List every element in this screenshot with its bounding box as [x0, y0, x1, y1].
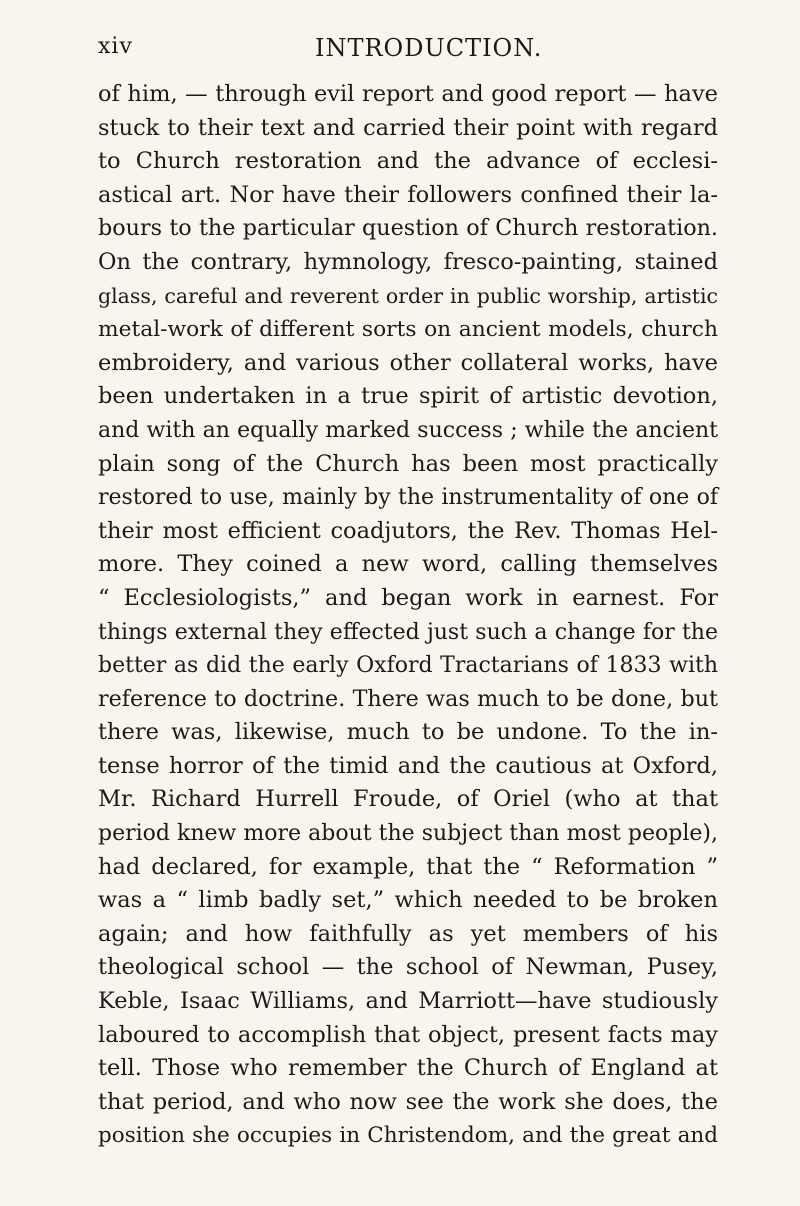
text-line: more. They coined a new word, calling themselves [98, 551, 718, 578]
text-line: Keble, Isaac Williams, and Marriott—have studiously [98, 988, 718, 1015]
text-line: was a “ limb badly set,” which needed to be broken [98, 887, 718, 914]
text-line: embroidery, and various other collateral works, have [98, 349, 718, 376]
text-line: to Church restoration and the advance of ecclesi- [98, 148, 718, 175]
text-line: reference to doctrine. There was much to be done, but [98, 685, 718, 712]
text-line: restored to use, mainly by the instrumentality of one of [98, 485, 718, 511]
text-line: their most efficient coadjutors, the Rev. Thomas Hel- [98, 517, 718, 544]
text-line: been undertaken in a true spirit of artistic devotion, [98, 383, 718, 410]
text-line: position she occupies in Christendom, and the great and [98, 1123, 718, 1149]
text-line: stuck to their text and carried their point with regard [98, 114, 718, 141]
body-text [98, 78, 718, 1153]
text-line: glass, careful and reverent order in public worship, artistic [98, 283, 718, 308]
text-line: and with an equally marked success ; while the ancient [98, 417, 718, 443]
page-header [98, 34, 718, 74]
text-line: theological school — the school of Newman, Pusey, [98, 954, 718, 981]
text-line: better as did the early Oxford Tractarians of 1833 with [98, 653, 718, 679]
text-line: “ Ecclesiologists,” and began work in earnest. For [98, 584, 718, 611]
text-line: tell. Those who remember the Church of England at [98, 1055, 718, 1082]
text-line: metal-work of different sorts on ancient models, church [98, 317, 718, 343]
text-line: Mr. Richard Hurrell Froude, of Oriel (who at that [98, 786, 718, 813]
text-line: that period, and who now see the work she does, the [98, 1088, 718, 1115]
text-line: laboured to accomplish that object, present facts may [98, 1021, 718, 1048]
text-line: plain song of the Church has been most practically [98, 450, 718, 477]
text-line: of him, — through evil report and good report — have [98, 81, 718, 107]
text-line: things external they effected just such a change for the [98, 619, 718, 645]
page-number: xiv [98, 34, 133, 59]
text-line: period knew more about the subject than most people), [98, 821, 718, 847]
text-line: there was, likewise, much to be undone. To the in- [98, 719, 718, 746]
text-line: tense horror of the timid and the cautious at Oxford, [98, 752, 718, 779]
text-line: On the contrary, hymnology, fresco-painting, stained [98, 248, 718, 275]
text-line: had declared, for example, that the “ Reformation ” [98, 853, 718, 880]
text-line: again; and how faithfully as yet members of his [98, 920, 718, 947]
text-line: bours to the particular question of Church restoration. [98, 215, 718, 242]
running-title: INTRODUCTION. [315, 34, 543, 62]
text-line: astical art. Nor have their followers confined their la- [98, 181, 718, 208]
